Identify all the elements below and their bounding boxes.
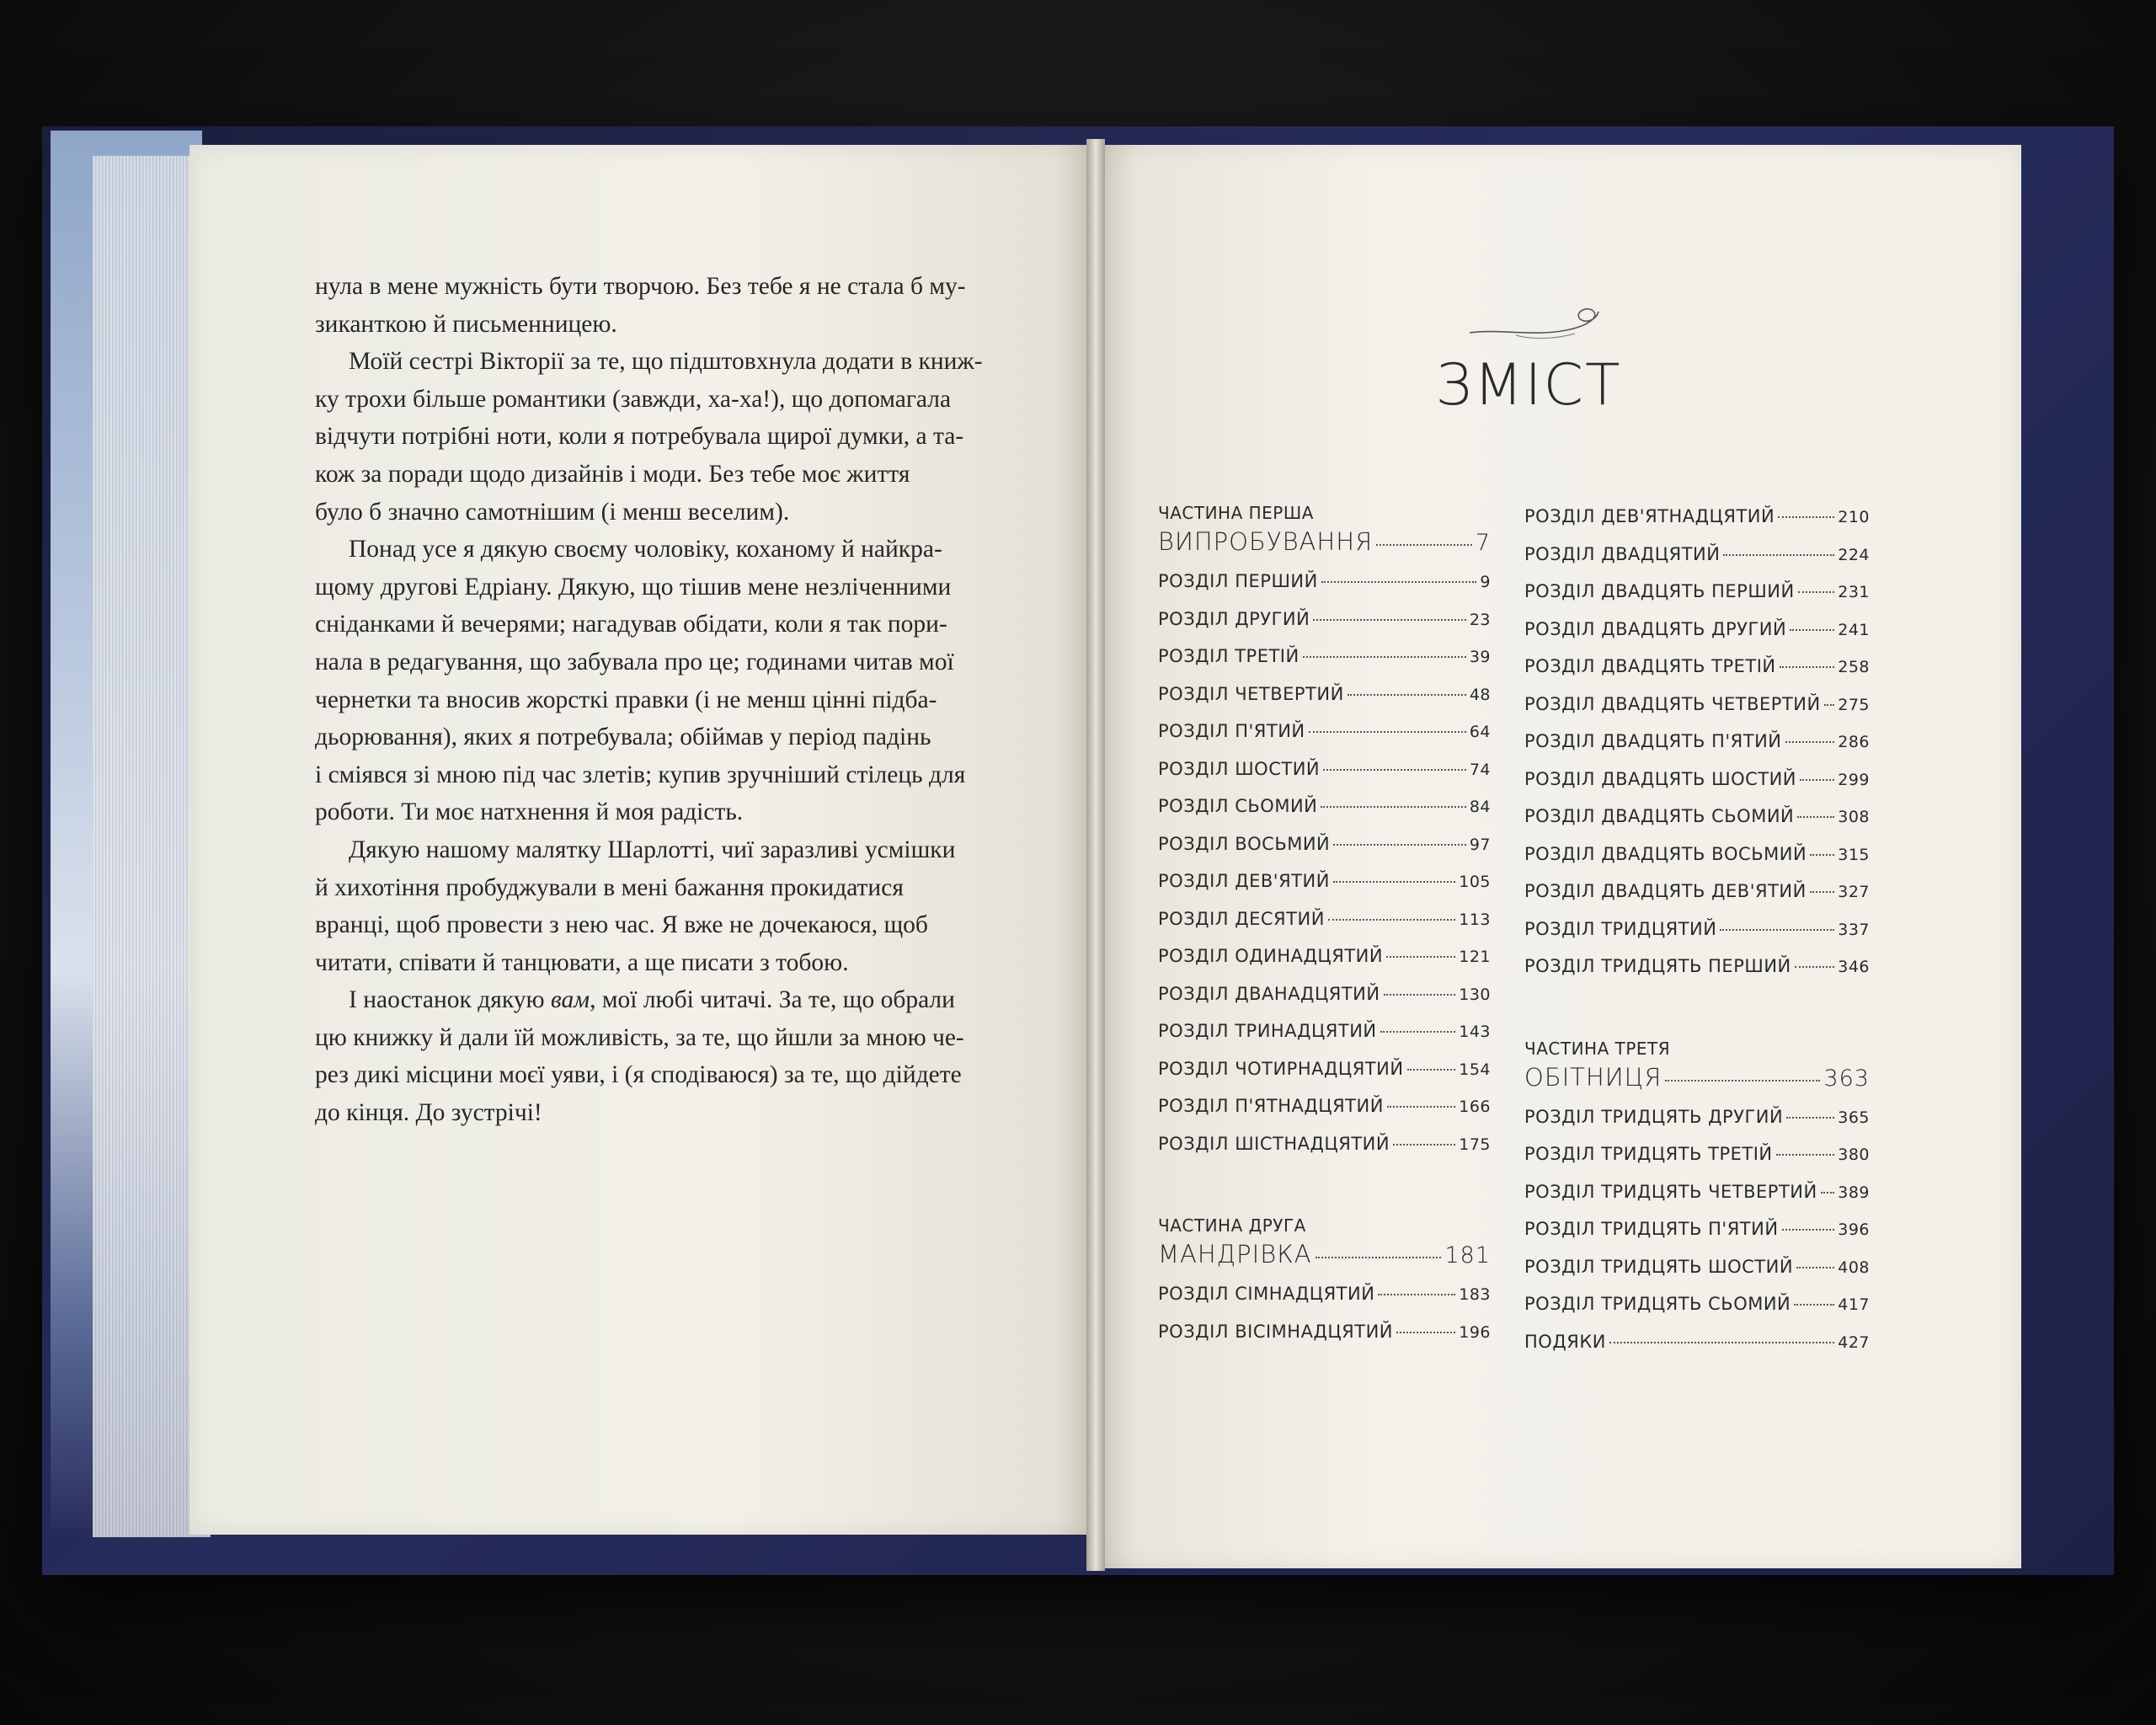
chapter-title: РОЗДІЛ СЬОМИЙ: [1158, 796, 1318, 816]
text-line: і сміявся зі мною під час злетів; купив зручніший стілець для: [315, 761, 966, 788]
chapter-title: РОЗДІЛ СІМНАДЦЯТИЙ: [1158, 1284, 1375, 1304]
toc-entry: [1158, 834, 1491, 872]
part-title: [1158, 527, 1491, 571]
chapter-page-number: 299: [1838, 770, 1870, 789]
chapter-page-number: 275: [1838, 695, 1870, 714]
text-line: Понад усе я дякую своєму чоловіку, коханому й найкра-: [349, 536, 942, 563]
chapter-title: РОЗДІЛ П'ЯТНАДЦЯТИЙ: [1158, 1096, 1384, 1116]
chapter-page-number: 196: [1459, 1322, 1491, 1342]
spacer: [1524, 994, 1870, 1034]
chapter-title: РОЗДІЛ П'ЯТИЙ: [1158, 721, 1305, 741]
chapter-page-number: 286: [1838, 733, 1870, 751]
chapter-title: РОЗДІЛ ДВАДЦЯТЬ ВОСЬМИЙ: [1524, 843, 1807, 864]
dot-leader: [1384, 994, 1456, 996]
chapter-page-number: 396: [1838, 1220, 1870, 1239]
toc-entry: [1158, 1021, 1491, 1059]
chapter-title: РОЗДІЛ ДРУГИЙ: [1158, 608, 1310, 629]
dot-leader: [1723, 554, 1834, 556]
text-line: Дякую нашому малятку Шарлотті, чиї заразливі усмішки: [349, 836, 956, 863]
paragraph: [315, 981, 1014, 1131]
part-title-label: ВИПРОБУВАННЯ: [1158, 527, 1374, 556]
chapter-page-number: 389: [1838, 1183, 1870, 1202]
toc-entry: [1524, 1257, 1870, 1295]
chapter-title: РОЗДІЛ ШІСТНАДЦЯТИЙ: [1158, 1133, 1390, 1154]
dot-leader: [1407, 1069, 1456, 1071]
toc-entry: [1524, 806, 1870, 844]
chapter-title: РОЗДІЛ ТРИДЦЯТЬ ЧЕТВЕРТИЙ: [1524, 1181, 1817, 1202]
part-title: [1524, 1063, 1870, 1107]
chapter-title: РОЗДІЛ ТРИДЦЯТИЙ: [1524, 918, 1717, 939]
dot-leader: [1609, 1342, 1834, 1343]
dot-leader: [1315, 1257, 1442, 1258]
chapter-page-number: 408: [1838, 1258, 1870, 1277]
text-line: нула в мене мужність бути творчою. Без тебе я не стала б му-: [315, 273, 966, 300]
text-line: Моїй сестрі Вікторії за те, що підштовхнула додати в книж-: [349, 348, 983, 376]
dot-leader: [1800, 779, 1834, 781]
text-line: відчути потрібні ноти, коли я потребувала щирої думки, а та-: [315, 423, 964, 451]
toc-entry: [1158, 1096, 1491, 1134]
chapter-title: РОЗДІЛ ДЕВ'ЯТИЙ: [1158, 871, 1330, 891]
chapter-page-number: 183: [1459, 1285, 1491, 1304]
toc-entry: [1158, 909, 1491, 947]
toc-entry: [1158, 759, 1491, 797]
chapter-title: РОЗДІЛ ДВАДЦЯТЬ ШОСТИЙ: [1524, 768, 1797, 789]
chapter-title: РОЗДІЛ ДВАДЦЯТЬ ЧЕТВЕРТИЙ: [1524, 693, 1821, 714]
text-line: щому другові Едріану. Дякую, що тішив мене незліченними: [315, 573, 952, 601]
paragraph: [315, 531, 1014, 831]
chapter-title: РОЗДІЛ ДВАНАДЦЯТИЙ: [1158, 983, 1380, 1004]
dot-leader: [1778, 516, 1834, 518]
dot-leader: [1323, 769, 1466, 771]
chapter-title: РОЗДІЛ ТРИДЦЯТЬ ШОСТИЙ: [1524, 1256, 1794, 1277]
toc-entry: [1524, 619, 1870, 657]
part-title-label: ОБІТНИЦЯ: [1524, 1062, 1662, 1092]
text-line: дьорювання), яких я потребувала; обіймав у період падінь: [315, 724, 931, 751]
chapter-title: РОЗДІЛ ВОСЬМИЙ: [1158, 833, 1331, 854]
text-line: зиканткою й письменницею.: [315, 310, 617, 338]
chapter-page-number: 210: [1838, 508, 1870, 526]
toc-entry: [1524, 1144, 1870, 1182]
text-line: було б значно самотнішим (і менш веселим).: [315, 498, 790, 526]
toc-entry: [1158, 1059, 1491, 1097]
toc-entry: [1524, 769, 1870, 807]
dot-leader: [1796, 1267, 1834, 1268]
dot-leader: [1785, 741, 1835, 743]
toc-entry: [1524, 694, 1870, 732]
dot-leader: [1396, 1332, 1455, 1333]
dot-leader: [1790, 629, 1834, 631]
toc-entry: [1158, 1322, 1491, 1359]
dot-leader: [1333, 881, 1455, 883]
dot-leader: [1821, 1192, 1835, 1194]
chapter-title: РОЗДІЛ ДЕСЯТИЙ: [1158, 908, 1325, 929]
chapter-page-number: 224: [1838, 545, 1870, 564]
dot-leader: [1380, 1031, 1456, 1033]
chapter-page-number: 84: [1469, 798, 1491, 816]
toc-left-column: [1158, 499, 1491, 1359]
chapter-title: РОЗДІЛ ДВАДЦЯТИЙ: [1524, 543, 1721, 564]
paragraph: [315, 343, 1014, 531]
part-page-number: 181: [1444, 1242, 1491, 1268]
chapter-page-number: 175: [1459, 1135, 1491, 1154]
chapter-page-number: 258: [1838, 658, 1870, 676]
text-line: рез дикі місцини моєї уяви, і (я сподіваюся) за те, що дійдете: [315, 1061, 962, 1089]
chapter-title: РОЗДІЛ ТРИДЦЯТЬ П'ЯТИЙ: [1524, 1219, 1779, 1239]
toc-entry: [1158, 684, 1491, 722]
chapter-page-number: 337: [1838, 920, 1870, 939]
chapter-page-number: 130: [1459, 985, 1491, 1004]
chapter-page-number: 365: [1838, 1108, 1870, 1127]
toc-entry: [1524, 1294, 1870, 1332]
dot-leader: [1328, 919, 1455, 921]
toc-entry: [1158, 721, 1491, 759]
chapter-title: РОЗДІЛ ТРИДЦЯТЬ ДРУГИЙ: [1524, 1106, 1784, 1127]
paragraph: [315, 831, 1014, 981]
text-line: сніданками й вечерями; нагадував обідати, коли я так пори-: [315, 611, 947, 638]
toc-entry: [1524, 656, 1870, 694]
toc-entry: [1524, 1107, 1870, 1145]
text-line: нала в редагування, що забувала про це; годинами читав мої: [315, 648, 954, 676]
chapter-page-number: 64: [1469, 723, 1491, 741]
text-segment: І наостанок дякую: [349, 986, 551, 1014]
dot-leader: [1798, 591, 1835, 593]
toc-entry: [1524, 1182, 1870, 1220]
chapter-title: РОЗДІЛ ТРИНАДЦЯТИЙ: [1158, 1021, 1377, 1041]
dot-leader: [1303, 656, 1466, 658]
chapter-title: РОЗДІЛ ЧОТИРНАДЦЯТИЙ: [1158, 1058, 1404, 1079]
toc-entry: [1524, 581, 1870, 619]
toc-entry: [1158, 1134, 1491, 1172]
part-title-label: МАНДРІВКА: [1158, 1240, 1312, 1268]
text-segment: , мої любі читачі. За те, що обрали: [590, 986, 955, 1014]
dot-leader: [1782, 1229, 1835, 1231]
chapter-page-number: 241: [1838, 620, 1870, 639]
toc-entry: [1524, 956, 1870, 994]
chapter-page-number: 417: [1838, 1295, 1870, 1314]
chapter-page-number: 105: [1459, 873, 1491, 891]
chapter-page-number: 231: [1838, 583, 1870, 601]
toc-entry: [1158, 984, 1491, 1022]
chapter-title: РОЗДІЛ ДВАДЦЯТЬ ДЕВ'ЯТИЙ: [1524, 881, 1806, 901]
text-line: чернетки та вносив жорсткі правки (і не менш цінні підба-: [315, 686, 937, 713]
chapter-page-number: 39: [1469, 648, 1491, 666]
chapter-page-number: 113: [1459, 910, 1491, 929]
dot-leader: [1780, 666, 1835, 668]
dot-leader: [1393, 1144, 1455, 1146]
chapter-page-number: 143: [1459, 1023, 1491, 1041]
chapter-page-number: 97: [1469, 835, 1491, 854]
chapter-title: ПОДЯКИ: [1524, 1331, 1606, 1352]
chapter-page-number: 380: [1838, 1146, 1870, 1164]
chapter-page-number: 308: [1838, 808, 1870, 826]
dot-leader: [1321, 806, 1465, 808]
part-page-number: 7: [1475, 530, 1491, 556]
chapter-title: РОЗДІЛ ДВАДЦЯТЬ ТРЕТІЙ: [1524, 656, 1776, 676]
chapter-page-number: 74: [1469, 760, 1491, 779]
dot-leader: [1309, 731, 1466, 733]
text-line: ку трохи більше романтики (завжди, ха-ха!), що допомагала: [315, 385, 952, 413]
dot-leader: [1321, 581, 1477, 583]
part-title: [1158, 1240, 1491, 1284]
toc-entry: [1524, 881, 1870, 919]
flourish-ornament: [1465, 303, 1609, 345]
spacer: [1158, 1171, 1491, 1211]
dot-leader: [1720, 929, 1834, 931]
paragraph: [315, 268, 1014, 343]
chapter-title: РОЗДІЛ ПЕРШИЙ: [1158, 571, 1318, 591]
toc-entry: [1524, 731, 1870, 769]
chapter-title: РОЗДІЛ ДВАДЦЯТЬ ПЕРШИЙ: [1524, 581, 1795, 601]
dot-leader: [1797, 816, 1834, 818]
part-label: ЧАСТИНА ДРУГА: [1158, 1215, 1306, 1236]
chapter-page-number: 315: [1838, 845, 1870, 864]
dot-leader: [1378, 1294, 1455, 1295]
chapter-page-number: 23: [1469, 610, 1491, 629]
chapter-page-number: 121: [1459, 948, 1491, 966]
acknowledgements-text: [315, 268, 1014, 1132]
dot-leader: [1776, 1154, 1835, 1156]
toc-entry: [1524, 1219, 1870, 1257]
chapter-page-number: 48: [1469, 685, 1491, 704]
toc-entry: [1524, 544, 1870, 582]
chapter-title: РОЗДІЛ ТРИДЦЯТЬ ТРЕТІЙ: [1524, 1144, 1773, 1164]
dot-leader: [1810, 854, 1834, 856]
part-page-number: 363: [1823, 1065, 1870, 1092]
chapter-title: РОЗДІЛ ВІСІМНАДЦЯТИЙ: [1158, 1321, 1394, 1342]
toc-entry: [1158, 571, 1491, 609]
toc-entry: [1158, 871, 1491, 909]
text-line: читати, співати й танцювати, а ще писати з тобою.: [315, 948, 849, 976]
chapter-page-number: 346: [1838, 958, 1870, 976]
dot-leader: [1333, 844, 1466, 846]
part-label: ЧАСТИНА ТРЕТЯ: [1524, 1038, 1671, 1059]
book-gutter: [1086, 139, 1105, 1571]
chapter-page-number: 9: [1480, 573, 1491, 591]
toc-right-column: [1524, 506, 1870, 1369]
chapter-page-number: 327: [1838, 883, 1870, 901]
chapter-title: РОЗДІЛ ОДИНАДЦЯТИЙ: [1158, 946, 1384, 966]
toc-entry: [1158, 946, 1491, 984]
chapter-title: РОЗДІЛ ТРИДЦЯТЬ СЬОМИЙ: [1524, 1294, 1791, 1314]
text-line: до кінця. До зустрічі!: [315, 1099, 542, 1127]
chapter-title: РОЗДІЛ ЧЕТВЕРТИЙ: [1158, 683, 1344, 704]
text-line: роботи. Ти моє натхнення й моя радість.: [315, 798, 744, 826]
chapter-title: РОЗДІЛ ДВАДЦЯТЬ ДРУГИЙ: [1524, 618, 1787, 639]
dot-leader: [1824, 704, 1835, 706]
chapter-title: РОЗДІЛ ТРЕТІЙ: [1158, 646, 1299, 666]
dot-leader: [1794, 1304, 1834, 1306]
toc-entry: [1524, 844, 1870, 882]
chapter-title: РОЗДІЛ ДВАДЦЯТЬ П'ЯТИЙ: [1524, 731, 1782, 751]
toc-entry: [1158, 796, 1491, 834]
toc-title: ЗМІСТ: [1435, 352, 1622, 419]
text-line: вранці, щоб провести з нею час. Я вже не дочекаюся, щоб: [315, 911, 928, 939]
text-line: цю книжку й дали їй можливість, за те, що йшли за мною че-: [315, 1023, 964, 1051]
chapter-page-number: 166: [1459, 1097, 1491, 1116]
dot-leader: [1376, 544, 1472, 546]
toc-entry: [1524, 1332, 1870, 1370]
chapter-title: РОЗДІЛ ШОСТИЙ: [1158, 758, 1321, 779]
chapter-title: РОЗДІЛ ДЕВ'ЯТНАДЦЯТИЙ: [1524, 506, 1775, 526]
dot-leader: [1786, 1117, 1834, 1119]
dot-leader: [1665, 1080, 1820, 1081]
dot-leader: [1386, 956, 1455, 958]
dot-leader: [1810, 891, 1834, 893]
toc-entry: [1158, 646, 1491, 684]
toc-entry: [1524, 506, 1870, 544]
chapter-page-number: 427: [1838, 1332, 1870, 1352]
part-label: ЧАСТИНА ПЕРША: [1158, 503, 1314, 523]
chapter-title: РОЗДІЛ ТРИДЦЯТЬ ПЕРШИЙ: [1524, 956, 1791, 976]
text-line: кож за поради щодо дизайнів і моди. Без тебе моє життя: [315, 460, 910, 488]
dot-leader: [1387, 1106, 1455, 1108]
italic-word: вам: [550, 986, 590, 1014]
toc-entry: [1158, 609, 1491, 647]
dot-leader: [1795, 966, 1835, 968]
toc-entry: [1524, 919, 1870, 957]
toc-entry: [1158, 1284, 1491, 1322]
chapter-title: РОЗДІЛ ДВАДЦЯТЬ СЬОМИЙ: [1524, 806, 1795, 826]
chapter-page-number: 154: [1459, 1060, 1491, 1079]
dot-leader: [1313, 619, 1465, 621]
text-line: й хихотіння пробуджували в мені бажання прокидатися: [315, 873, 904, 901]
dot-leader: [1348, 694, 1466, 696]
